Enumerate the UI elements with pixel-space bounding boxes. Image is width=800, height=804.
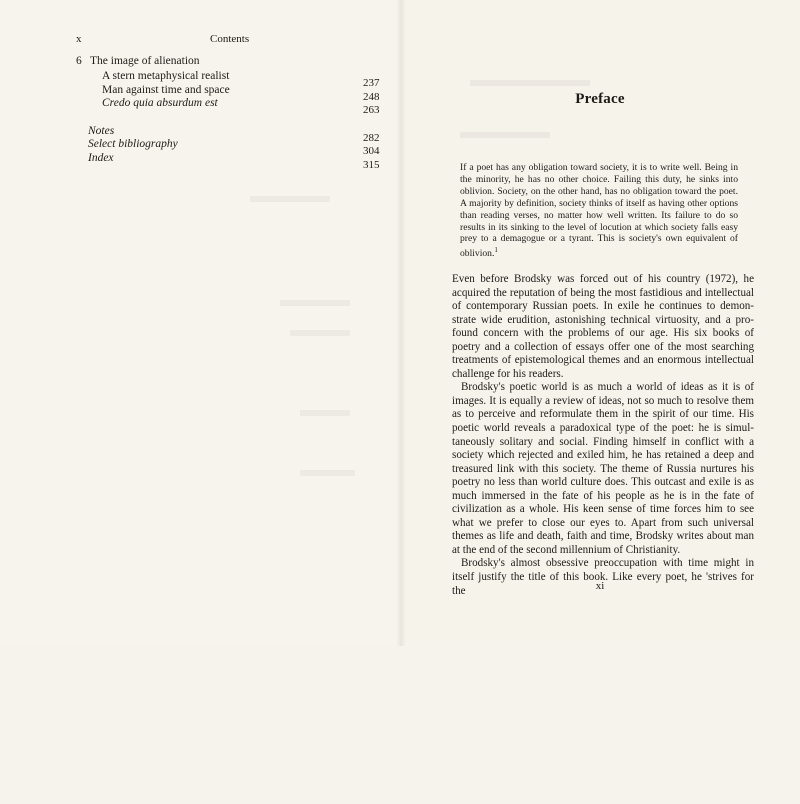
paragraph: Even before Brodsky was forced out of his country (1972), he acquired the reputation of being the most fastidious and intellectual of contemporary Russian poets. In exile he continues to demon-strate wide erudition, astonishing technical virtuosity, and a pro-found concern with the problems of our age. His six books of poetry and a collection of essays offer one of the most searching treatments of epistemological themes and an enormous intellectual challenge for his readers. <box>452 273 754 380</box>
toc-entry-label: Select bibliography <box>88 138 178 150</box>
epigraph-text: If a poet has any obligation toward society, it is to write well. Being in the minority, he has no other choice. Failing this duty, he sinks into oblivion. Society, on the other hand, has no obligation toward the poet. A majority by definition, society thinks of itself as having other options than reading verses, no matter how well written. Its failure to do so results in its sinking to the level of locution at which society falls easy prey to a demagogue or a tyrant. This is society's own equivalent of oblivion. <box>460 162 738 260</box>
bleed-through <box>280 300 350 306</box>
book-gutter <box>396 0 406 646</box>
toc-entry-page: 282 <box>363 131 380 144</box>
paragraph: Brodsky's almost obsessive preoccupation with time might in itself justify the title of this book. Like every poet, he 'strives for the <box>452 557 754 597</box>
toc-entry-label: Credo quia absurdum est <box>102 97 218 109</box>
toc-entry-page: 248 <box>363 90 380 103</box>
page-number: x <box>76 33 82 45</box>
page-number: xi <box>595 580 605 592</box>
running-head: Contents <box>210 33 250 45</box>
chapter-title: The image of alienation <box>90 55 200 67</box>
toc-entry-label: Index <box>88 151 114 164</box>
toc-entry-page: 315 <box>363 158 380 171</box>
toc-entry-label: Notes <box>88 124 115 137</box>
toc-entry-label: Man against time and space <box>102 83 230 96</box>
paragraph: Brodsky's poetic world is as much a world of ideas as it is of images. It is equally a review of ideas, not so much to resolve them as to perceive and reformulate them in the spirit of our time. His poetic world reveals a paradoxical type of the poet: he is simul-taneously solitary and social. Finding himself in conflict with a society which rejected and exiled him, he has retained a deep and treasured link with this society. The theme of Russia nurtures his poetry no less than world culture does. This outcast and exile is as much immersed in the fate of his people as he is in the fate of civilization as a whole. His keen sense of time forces him to see what we prefer to close our eyes to. Apart from such universal themes as life and death, faith and time, Brodsky writes about man at the end of the second millennium of Christianity. <box>452 381 754 556</box>
toc-entry-page: 304 <box>363 145 380 157</box>
toc-entry <box>76 69 386 89</box>
toc-entry-page: 237 <box>363 77 380 89</box>
table-of-contents <box>76 54 386 171</box>
bleed-through <box>250 196 330 202</box>
bleed-through <box>460 132 550 138</box>
toc-entry <box>76 151 386 171</box>
epigraph <box>460 162 738 260</box>
toc-entry-page: 263 <box>363 104 380 116</box>
toc-chapter <box>76 54 386 69</box>
preface-page <box>400 0 800 646</box>
page-title: Preface <box>575 91 625 107</box>
bleed-through <box>290 330 350 336</box>
bleed-through <box>300 470 355 476</box>
contents-page <box>0 0 400 646</box>
chapter-number: 6 <box>76 55 82 67</box>
bleed-through <box>300 410 350 416</box>
toc-entry <box>76 96 386 116</box>
footnote-marker: 1 <box>494 246 498 255</box>
toc-entry-label: A stern metaphysical realist <box>102 70 230 82</box>
bleed-through <box>470 80 590 86</box>
preface-body <box>452 273 754 598</box>
toc-entry <box>76 137 386 157</box>
